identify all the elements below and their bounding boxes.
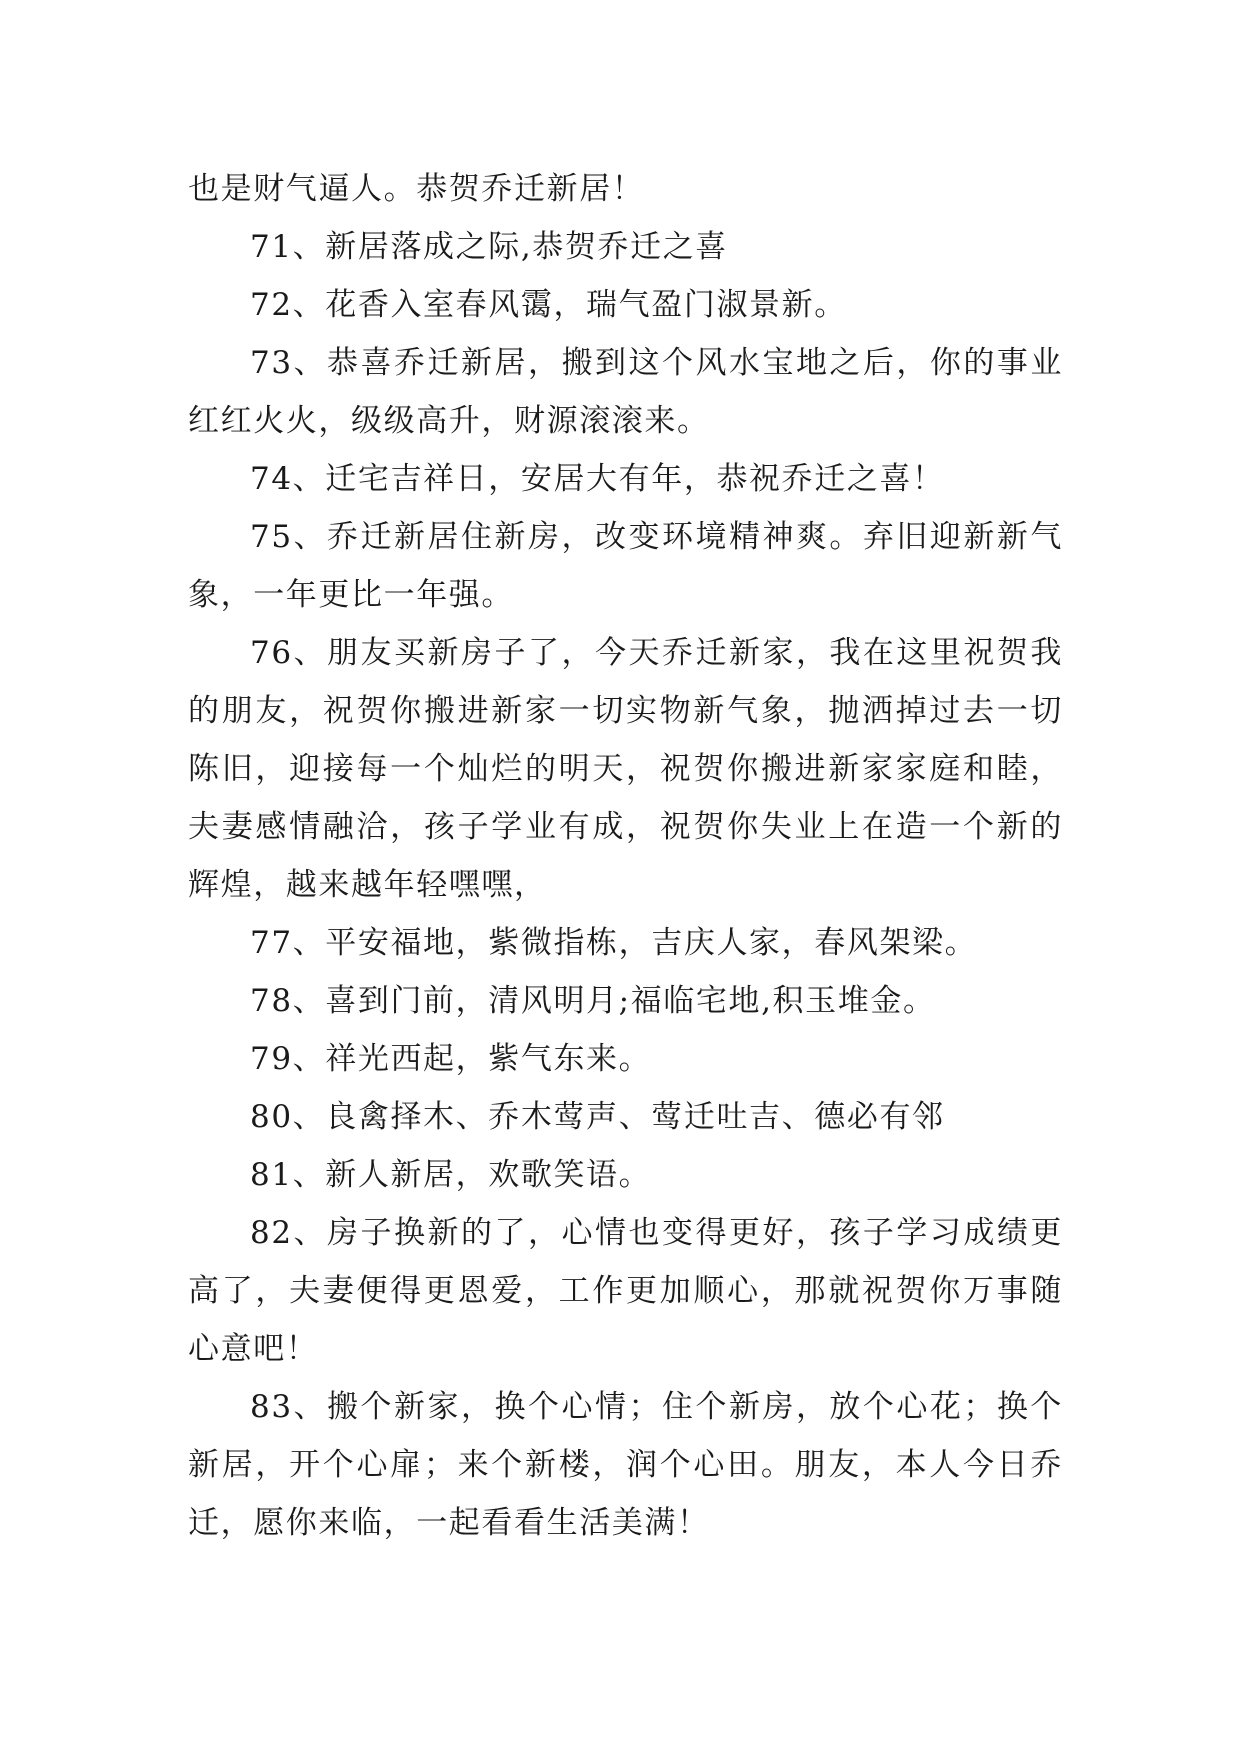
paragraph-83: 83、搬个新家，换个心情；住个新房，放个心花；换个新居，开个心扉；来个新楼，润个心田。朋友，本人今日乔迁，愿你来临，一起看看生活美满！ (188, 1389, 1063, 1541)
paragraph-81: 81、新人新居，欢歌笑语。 (250, 1157, 652, 1193)
paragraph-78: 78、喜到门前，清风明月;福临宅地,积玉堆金。 (250, 983, 936, 1019)
paragraph-74: 74、迁宅吉祥日，安居大有年，恭祝乔迁之喜！ (250, 461, 945, 497)
paragraph-82: 82、房子换新的了，心情也变得更好，孩子学习成绩更高了，夫妻便得更恩爱，工作更加顺心，那就祝贺你万事随心意吧！ (188, 1215, 1063, 1367)
paragraph-73: 73、恭喜乔迁新居，搬到这个风水宝地之后，你的事业红红火火，级级高升，财源滚滚来。 (188, 345, 1063, 439)
paragraph-72: 72、花香入室春风霭，瑞气盈门淑景新。 (250, 287, 847, 323)
paragraph-76: 76、朋友买新房子了，今天乔迁新家，我在这里祝贺我的朋友，祝贺你搬进新家一切实物新气象，抛洒掉过去一切陈旧，迎接每一个灿烂的明天，祝贺你搬进新家家庭和睦，夫妻感情融洽，孩子学业有成，祝贺你失业上在造一个新的辉煌，越来越年轻嘿嘿， (188, 635, 1063, 903)
paragraph-79: 79、祥光西起，紫气东来。 (250, 1041, 652, 1077)
document-body (188, 160, 1063, 1552)
paragraph-75: 75、乔迁新居住新房，改变环境精神爽。弃旧迎新新气象，一年更比一年强。 (188, 519, 1063, 613)
paragraph-77: 77、平安福地，紫微指栋，吉庆人家，春风架梁。 (250, 925, 978, 961)
paragraph-continuation: 也是财气逼人。恭贺乔迁新居！ (188, 171, 645, 207)
paragraph-71: 71、新居落成之际,恭贺乔迁之喜 (250, 229, 728, 265)
paragraph-80: 80、良禽择木、乔木莺声、莺迁吐吉、德必有邻 (250, 1099, 945, 1135)
